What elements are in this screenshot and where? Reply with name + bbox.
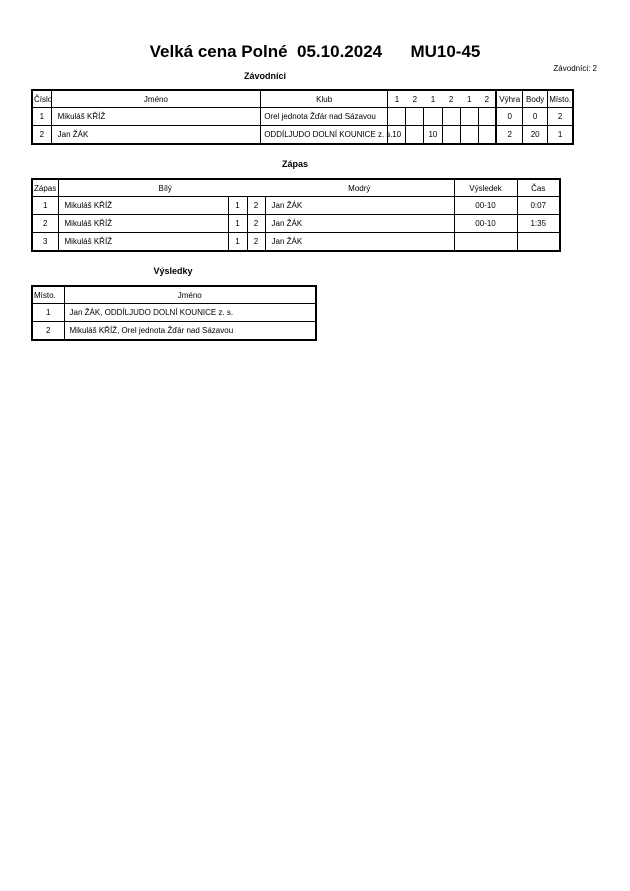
bily-score-cell: 1 xyxy=(228,197,247,215)
modry-score-cell: 2 xyxy=(247,215,265,233)
misto-cell: 1 xyxy=(548,126,573,145)
cas-cell: 0:07 xyxy=(517,197,560,215)
misto-cell: 2 xyxy=(548,108,573,126)
col-klub: Klub xyxy=(261,90,388,108)
bily-score-cell: 1 xyxy=(228,215,247,233)
matches-heading: Zápas xyxy=(281,159,308,169)
misto-cell: 1 xyxy=(32,304,64,322)
round-cell xyxy=(478,126,496,145)
modry-cell: Jan ŽÁK xyxy=(265,197,454,215)
modry-score-cell: 2 xyxy=(247,197,265,215)
vysledek-cell: 00-10 xyxy=(454,197,517,215)
col-round-3: 1 xyxy=(424,90,442,108)
round-cell xyxy=(478,108,496,126)
col-vyhra: Výhra xyxy=(496,90,522,108)
zapas-cell: 2 xyxy=(32,215,58,233)
col-round-2: 2 xyxy=(406,90,424,108)
col-round-6: 2 xyxy=(478,90,496,108)
cislo-cell: 1 xyxy=(32,108,51,126)
modry-cell: Jan ŽÁK xyxy=(265,215,454,233)
col-round-1: 1 xyxy=(388,90,406,108)
col-zapas: Zápas xyxy=(32,179,58,197)
table-row xyxy=(32,215,560,233)
modry-score-cell: 2 xyxy=(247,233,265,252)
cas-cell xyxy=(517,233,560,252)
round-cell xyxy=(442,126,460,145)
matches-header-row xyxy=(32,179,560,197)
col-cas: Čas xyxy=(517,179,560,197)
jmeno-cell: Jan ŽÁK xyxy=(51,126,261,145)
round-cell: 10 xyxy=(424,126,442,145)
jmeno-cell: Mikuláš KŘÍŽ xyxy=(51,108,261,126)
col-misto: Místo. xyxy=(32,286,64,304)
bily-score-cell: 1 xyxy=(228,233,247,252)
col-jmeno: Jméno xyxy=(64,286,316,304)
table-row xyxy=(32,304,316,322)
round-cell: 10 xyxy=(388,126,406,145)
round-cell xyxy=(460,126,478,145)
col-jmeno: Jméno xyxy=(51,90,261,108)
jmeno-cell: Mikuláš KŘÍŽ, Orel jednota Žďár nad Sázavou xyxy=(64,322,316,341)
results-table xyxy=(31,285,317,341)
klub-cell: ODDÍLJUDO DOLNÍ KOUNICE z. s. xyxy=(261,126,388,145)
col-misto: Místo. xyxy=(548,90,573,108)
round-cell xyxy=(406,108,424,126)
col-bily: Bílý xyxy=(58,179,265,197)
col-body: Body xyxy=(523,90,548,108)
vysledek-cell xyxy=(454,233,517,252)
matches-table xyxy=(31,178,561,252)
round-cell xyxy=(424,108,442,126)
modry-cell: Jan ŽÁK xyxy=(265,233,454,252)
body-cell: 0 xyxy=(523,108,548,126)
vyhra-cell: 0 xyxy=(496,108,522,126)
competitors-header-row xyxy=(32,90,573,108)
vysledek-cell: 00-10 xyxy=(454,215,517,233)
misto-cell: 2 xyxy=(32,322,64,341)
zapas-cell: 1 xyxy=(32,197,58,215)
competitor-count: Závodníci: 2 xyxy=(553,64,597,73)
results-header-row xyxy=(32,286,316,304)
body-cell: 20 xyxy=(523,126,548,145)
page-title: Velká cena Polné 05.10.2024 MU10-45 xyxy=(149,42,481,61)
klub-cell: Orel jednota Žďár nad Sázavou xyxy=(261,108,388,126)
jmeno-cell: Jan ŽÁK, ODDÍLJUDO DOLNÍ KOUNICE z. s. xyxy=(64,304,316,322)
table-row xyxy=(32,197,560,215)
table-row xyxy=(32,108,573,126)
competitors-table xyxy=(31,89,574,145)
col-round-5: 1 xyxy=(460,90,478,108)
round-cell xyxy=(442,108,460,126)
col-modry: Modrý xyxy=(265,179,454,197)
competitors-heading: Závodníci xyxy=(243,71,286,81)
round-cell xyxy=(406,126,424,145)
zapas-cell: 3 xyxy=(32,233,58,252)
cislo-cell: 2 xyxy=(32,126,51,145)
round-cell xyxy=(388,108,406,126)
col-cislo: Číslo xyxy=(32,90,51,108)
table-row xyxy=(32,322,316,341)
bily-cell: Mikuláš KŘÍŽ xyxy=(58,233,228,252)
col-vysledek: Výsledek xyxy=(454,179,517,197)
vyhra-cell: 2 xyxy=(496,126,522,145)
table-row xyxy=(32,126,573,145)
col-round-4: 2 xyxy=(442,90,460,108)
round-cell xyxy=(460,108,478,126)
cas-cell: 1:35 xyxy=(517,215,560,233)
bily-cell: Mikuláš KŘÍŽ xyxy=(58,197,228,215)
bily-cell: Mikuláš KŘÍŽ xyxy=(58,215,228,233)
results-heading: Výsledky xyxy=(153,266,193,276)
table-row xyxy=(32,233,560,252)
